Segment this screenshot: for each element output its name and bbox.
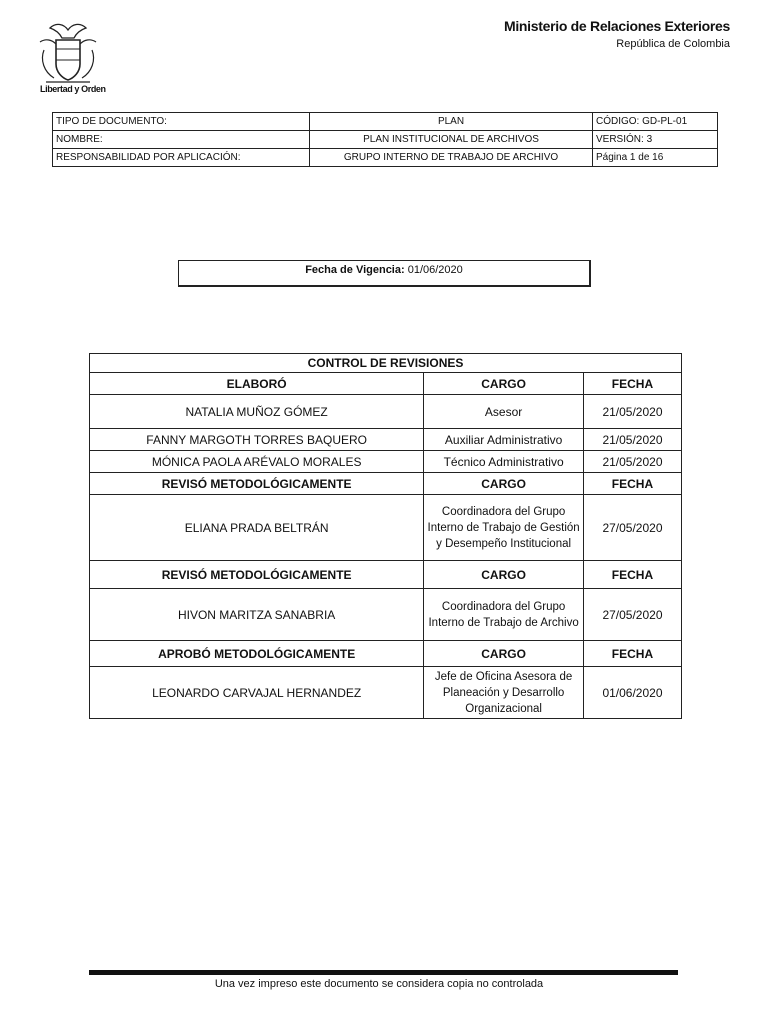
table-row xyxy=(90,495,682,561)
person-name: LEONARDO CARVAJAL HERNANDEZ xyxy=(90,667,424,719)
revision-date: 27/05/2020 xyxy=(583,589,681,641)
person-role: Auxiliar Administrativo xyxy=(424,429,584,451)
person-role: Jefe de Oficina Asesora de Planeación y Desarrollo Organizacional xyxy=(424,667,584,719)
person-name: NATALIA MUÑOZ GÓMEZ xyxy=(90,395,424,429)
ministry-heading xyxy=(504,18,730,50)
revision-date: 21/05/2020 xyxy=(583,451,681,473)
crest-caption: Libertad y Orden xyxy=(40,84,106,94)
header-reviso: REVISÓ METODOLÓGICAMENTE xyxy=(90,473,424,495)
vigencia-date: 01/06/2020 xyxy=(407,264,463,276)
meta-version: VERSIÓN: 3 xyxy=(593,131,718,149)
header-fecha: FECHA xyxy=(583,561,681,589)
person-name: HIVON MARITZA SANABRIA xyxy=(90,589,424,641)
table-row xyxy=(90,451,682,473)
meta-value: PLAN INSTITUCIONAL DE ARCHIVOS xyxy=(310,131,593,149)
person-role: Asesor xyxy=(424,395,584,429)
header-cargo: CARGO xyxy=(424,373,584,395)
revisions-table xyxy=(89,353,682,719)
country-name: República de Colombia xyxy=(616,38,730,50)
meta-code: CÓDIGO: GD-PL-01 xyxy=(593,113,718,131)
header-aprobo: APROBÓ METODOLÓGICAMENTE xyxy=(90,641,424,667)
ministry-name: Ministerio de Relaciones Exteriores xyxy=(503,18,730,34)
vigencia-label: Fecha de Vigencia: xyxy=(305,264,405,276)
header-cargo: CARGO xyxy=(424,473,584,495)
vigencia-box xyxy=(178,260,591,287)
person-name: ELIANA PRADA BELTRÁN xyxy=(90,495,424,561)
header-reviso: REVISÓ METODOLÓGICAMENTE xyxy=(90,561,424,589)
table-row xyxy=(90,589,682,641)
revisions-header-row xyxy=(90,561,682,589)
revisions-header-row xyxy=(90,473,682,495)
revisions-header-row xyxy=(90,373,682,395)
revision-date: 21/05/2020 xyxy=(583,429,681,451)
person-name: FANNY MARGOTH TORRES BAQUERO xyxy=(90,429,424,451)
revision-date: 01/06/2020 xyxy=(583,667,681,719)
meta-label: TIPO DE DOCUMENTO: xyxy=(53,113,310,131)
meta-row-responsibility xyxy=(53,149,718,167)
header-fecha: FECHA xyxy=(583,641,681,667)
meta-label: RESPONSABILIDAD POR APLICACIÓN: xyxy=(53,149,310,167)
footer-divider xyxy=(89,970,678,975)
person-role: Técnico Administrativo xyxy=(424,451,584,473)
header-fecha: FECHA xyxy=(583,373,681,395)
revision-date: 27/05/2020 xyxy=(583,495,681,561)
header-elaboro: ELABORÓ xyxy=(90,373,424,395)
meta-value: PLAN xyxy=(310,113,593,131)
footer-note: Una vez impreso este documento se considera copia no controlada xyxy=(214,978,544,990)
person-name: MÓNICA PAOLA ARÉVALO MORALES xyxy=(90,451,424,473)
header-cargo: CARGO xyxy=(424,641,584,667)
meta-page: Página 1 de 16 xyxy=(593,149,718,167)
revisions-title: CONTROL DE REVISIONES xyxy=(90,354,682,373)
document-meta-table xyxy=(52,112,718,167)
header-cargo: CARGO xyxy=(424,561,584,589)
meta-label: NOMBRE: xyxy=(53,131,310,149)
meta-value: GRUPO INTERNO DE TRABAJO DE ARCHIVO xyxy=(310,149,593,167)
table-row xyxy=(90,395,682,429)
revisions-header-row xyxy=(90,641,682,667)
header-fecha: FECHA xyxy=(583,473,681,495)
meta-row-type xyxy=(53,113,718,131)
meta-row-name xyxy=(53,131,718,149)
table-row xyxy=(90,667,682,719)
person-role: Coordinadora del Grupo Interno de Trabajo de Archivo xyxy=(424,589,584,641)
revision-date: 21/05/2020 xyxy=(583,395,681,429)
person-role: Coordinadora del Grupo Interno de Trabajo de Gestión y Desempeño Institucional xyxy=(424,495,584,561)
table-row xyxy=(90,429,682,451)
